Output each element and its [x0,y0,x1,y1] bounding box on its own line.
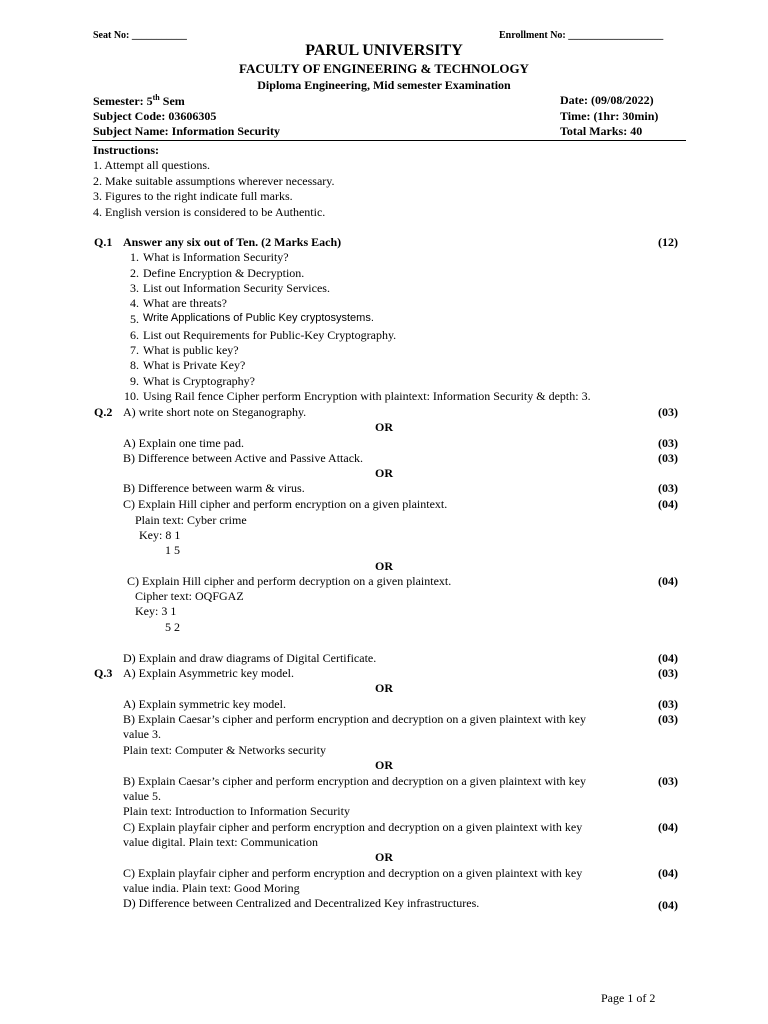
q1-item-number: 10. [124,389,139,403]
q2-b2-marks: (03) [658,481,678,495]
q3-a1: A) Explain Asymmetric key model. [123,666,294,680]
q2-c2-key-row2: 5 2 [165,620,180,634]
exam-time: Time: (1hr: 30min) [560,109,659,123]
instructions-title: Instructions: [93,143,160,157]
q3-b2-plaintext: Plain text: Introduction to Information Security [123,804,350,818]
q2-d: D) Explain and draw diagrams of Digital Certificate. [123,651,377,665]
university-title: PARUL UNIVERSITY [305,42,463,59]
q3-number: Q.3 [94,666,113,680]
q1-marks: (12) [658,235,678,249]
or-separator: OR [375,559,393,573]
page-number: Page 1 of 2 [601,991,656,1005]
q1-item-number: 6. [130,328,139,342]
or-separator: OR [375,420,393,434]
q2-b2: B) Difference between warm & virus. [123,481,305,495]
q1-item: Write Applications of Public Key cryptosystems. [143,312,374,324]
q2-b1: B) Difference between Active and Passive Attack. [123,451,364,465]
q1-item-number: 3. [130,281,139,295]
q1-item-number: 1. [130,250,139,264]
q1-item: What is Information Security? [143,250,289,264]
or-separator: OR [375,850,393,864]
q1-number: Q.1 [94,235,113,249]
or-separator: OR [375,758,393,772]
q1-item: What are threats? [143,296,227,310]
q3-b1-line2: value 3. [123,727,161,741]
instruction-item: 2. Make suitable assumptions wherever necessary. [93,174,335,188]
q3-c2-line1: C) Explain playfair cipher and perform encryption and decryption on a given plaintext with key [123,866,583,880]
q1-item-number: 4. [130,296,139,310]
q3-a1-marks: (03) [658,666,678,680]
q2-d-marks: (04) [658,651,678,665]
q3-d: D) Difference between Centralized and Decentralized Key infrastructures. [123,896,480,910]
instruction-item: 4. English version is considered to be Authentic. [93,205,326,219]
instruction-item: 1. Attempt all questions. [93,158,210,172]
q3-c1-line1: C) Explain playfair cipher and perform encryption and decryption on a given plaintext with key [123,820,583,834]
q2-c1-marks: (04) [658,497,678,511]
q3-b1-plaintext: Plain text: Computer & Networks security [123,743,326,757]
q3-b2-line2: value 5. [123,789,161,803]
q1-item: What is public key? [143,343,239,357]
q3-a2: A) Explain symmetric key model. [123,697,286,711]
q3-c1-line2: value digital. Plain text: Communication [123,835,318,849]
q2-c2-marks: (04) [658,574,678,588]
q3-c2-marks: (04) [658,866,678,880]
subject-name: Subject Name: Information Security [93,124,280,138]
enrollment-no: Enrollment No: ___________________ [499,30,664,41]
q1-heading: Answer any six out of Ten. (2 Marks Each) [123,235,342,249]
exam-date: Date: (09/08/2022) [560,93,654,107]
q1-item: Using Rail fence Cipher perform Encryption with plaintext: Information Security & depth: 3. [143,389,591,403]
total-marks: Total Marks: 40 [560,124,643,138]
q2-c1: C) Explain Hill cipher and perform encryption on a given plaintext. [123,497,448,511]
q2-c1-key-row2: 1 5 [165,543,180,557]
exam-title: Diploma Engineering, Mid semester Examination [257,78,511,92]
q2-a1: A) write short note on Steganography. [123,405,307,419]
q3-b1-marks: (03) [658,712,678,726]
q3-b1-line1: B) Explain Caesar’s cipher and perform encryption and decryption on a given plaintext with key [123,712,586,726]
q1-item-number: 2. [130,266,139,280]
q3-a2-marks: (03) [658,697,678,711]
q2-c1-plaintext: Plain text: Cyber crime [135,513,247,527]
semester: Semester: 5th Sem [93,93,185,108]
seat-no: Seat No: ___________ [93,30,187,41]
q2-a2: A) Explain one time pad. [123,436,244,450]
q1-item: What is Cryptography? [143,374,255,388]
q1-item-number: 5. [130,312,139,326]
q2-c2-key: Key: 3 1 [135,604,177,618]
or-separator: OR [375,466,393,480]
header-rule [92,140,686,141]
q1-item-number: 7. [130,343,139,357]
q3-c2-line2: value india. Plain text: Good Moring [123,881,300,895]
q2-c2-ciphertext: Cipher text: OQFGAZ [135,589,244,603]
subject-code: Subject Code: 03606305 [93,109,217,123]
q3-c1-marks: (04) [658,820,678,834]
q2-c2: C) Explain Hill cipher and perform decryption on a given plaintext. [127,574,452,588]
q2-b1-marks: (03) [658,451,678,465]
q2-c1-key: Key: 8 1 [139,528,181,542]
q3-d-marks: (04) [658,898,678,912]
q1-item-number: 8. [130,358,139,372]
q1-item: What is Private Key? [143,358,246,372]
q1-item: List out Information Security Services. [143,281,330,295]
q3-b2-marks: (03) [658,774,678,788]
faculty-title: FACULTY OF ENGINEERING & TECHNOLOGY [239,61,529,76]
q1-item-number: 9. [130,374,139,388]
q2-a1-marks: (03) [658,405,678,419]
q1-item: Define Encryption & Decryption. [143,266,305,280]
instruction-item: 3. Figures to the right indicate full marks. [93,189,293,203]
or-separator: OR [375,681,393,695]
q1-item: List out Requirements for Public-Key Cryptography. [143,328,397,342]
q2-number: Q.2 [94,405,113,419]
q3-b2-line1: B) Explain Caesar’s cipher and perform encryption and decryption on a given plaintext with key [123,774,586,788]
q2-a2-marks: (03) [658,436,678,450]
